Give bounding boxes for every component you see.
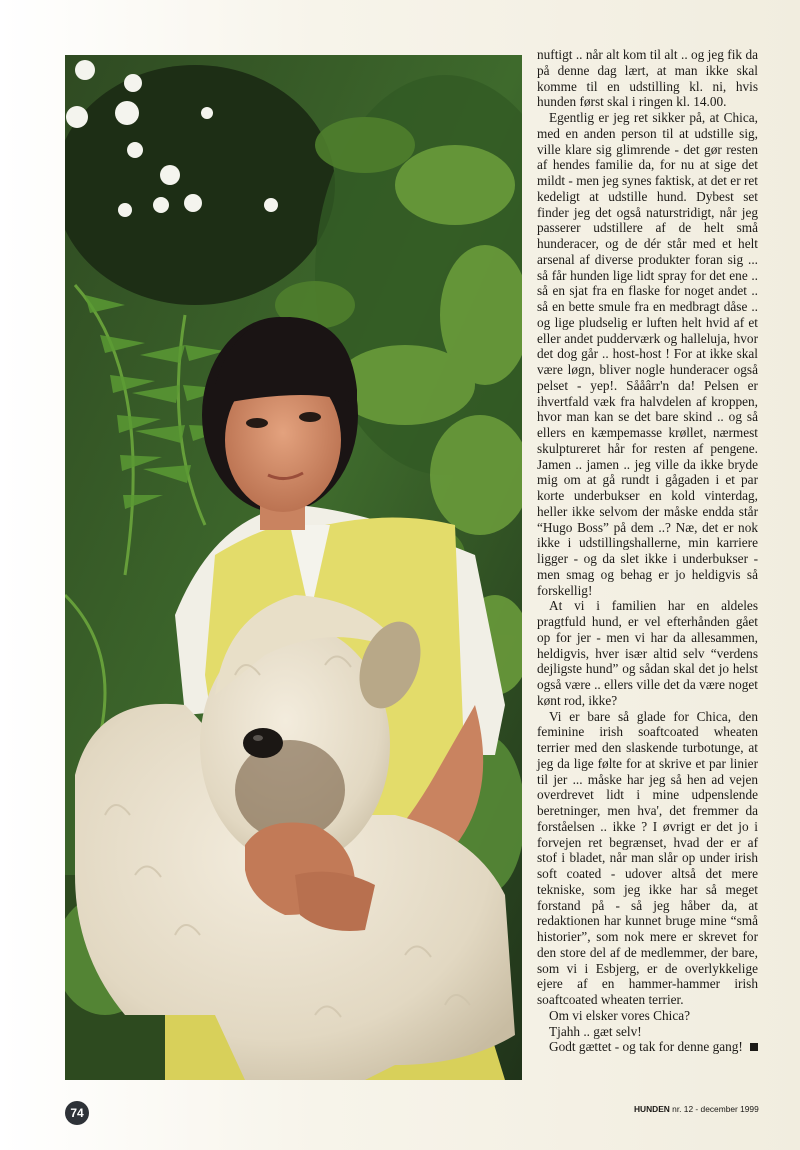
article-paragraph: Egentlig er jeg ret sikker på, at Chica, med en anden person til at udstille sig, ville klare sig glimrende - det gør resten af hendes familie da, for nu at sige det mildt - men jeg synes faktisk, at det er ret kedeligt at udstille hund. Dybest set finder jeg det også naturstridigt, når jeg passerer udstillere af de helt små hunderacer, og de dér står med et helt arsenal af diverse produkter foran sig ... så får hunden lige lidt spray for det ene .. så en sjat fra en flaske for noget andet .. så en bette smule fra en medbragt dåse .. og lige pludselig er luften helt hvid af et eller andet pudderværk og halleluja, hvor det dog går .. host-host ! For at ikke skal være løgn, bliver nogle hunderacer også pelset - yep!. Sååârr'n da! Pelsen er ihvertfald væk fra halvdelen af kroppen, hvor man kan se det bare skind .. og så ellers en kæmpemasse krøllet, nærmest skulptureret hår for resten af pengene. Jamen .. jamen .. jeg ville da ikke bryde mig om at gå rundt i gågaden i et par korte underbukser en kold vinterdag, heller ikke selvom der måske endda står “Hugo Boss” på dem ..? Næ, det er nok ikke i udstillingshallerne, min karriere ligger - og da slet ikke i underbukser - men smag og behag er jo heldigvis så forskellig!: [537, 110, 758, 598]
article-text: [537, 47, 758, 1055]
page-number-badge: [65, 1101, 115, 1125]
page-number: 74: [65, 1101, 89, 1125]
article-closing-paragraph: [537, 1039, 758, 1055]
magazine-name: HUNDEN: [634, 1104, 670, 1114]
article-paragraph: Vi er bare så glade for Chica, den feminine irish soaftcoated wheaten terrier med den slaskende turbotunge, at jeg da lige følte for at skrive et par linier til jer ... måske har jeg så hen ad vejen overdrevet lidt i mine udpenslende beretninger, men hva', det fremmer da forståelsen .. ikke ? I øvrigt er det jo i forvejen ret begrænset, hvad der er af stof i bladet, når man slår op under irish soft coated - udover altså det mere tekniske, som jeg ikke har så meget forstand på - så jeg håber da, at redaktionen har kunnet bruge mine “små historier”, som nok mere er skrevet for den store del af de medlemmer, der bare, som vi i Esbjerg, er de overlykkelige ejere af en hammer-hammer irish soaftcoated wheaten terrier.: [537, 708, 758, 1007]
article-paragraph: At vi i familien har en aldeles pragtfuld hund, er vel efterhånden gået op for jer - men vi har da allesammen, heldigvis, hver især altid selv “verdens dejligste hund” og sådan skal det jo helst også være .. ellers ville det da være noget kønt rod, ikke?: [537, 598, 758, 708]
end-of-article-mark: [750, 1043, 758, 1051]
article-paragraph: Om vi elsker vores Chica?: [549, 1007, 691, 1023]
issue-info: nr. 12 - december 1999: [672, 1104, 759, 1114]
closing-text: Godt gættet - og tak for denne gang!: [549, 1039, 743, 1055]
article-paragraph: nuftigt .. når alt kom til alt .. og jeg fik da på denne dag lært, at man ikke skal komme til en udstilling kl. ni, hvis hunden først skal i ringen kl. 14.00.: [537, 47, 758, 110]
article-photo: [65, 55, 522, 1080]
footer-issue-line: [634, 1104, 758, 1114]
article-paragraph: Tjahh .. gæt selv!: [549, 1023, 642, 1039]
